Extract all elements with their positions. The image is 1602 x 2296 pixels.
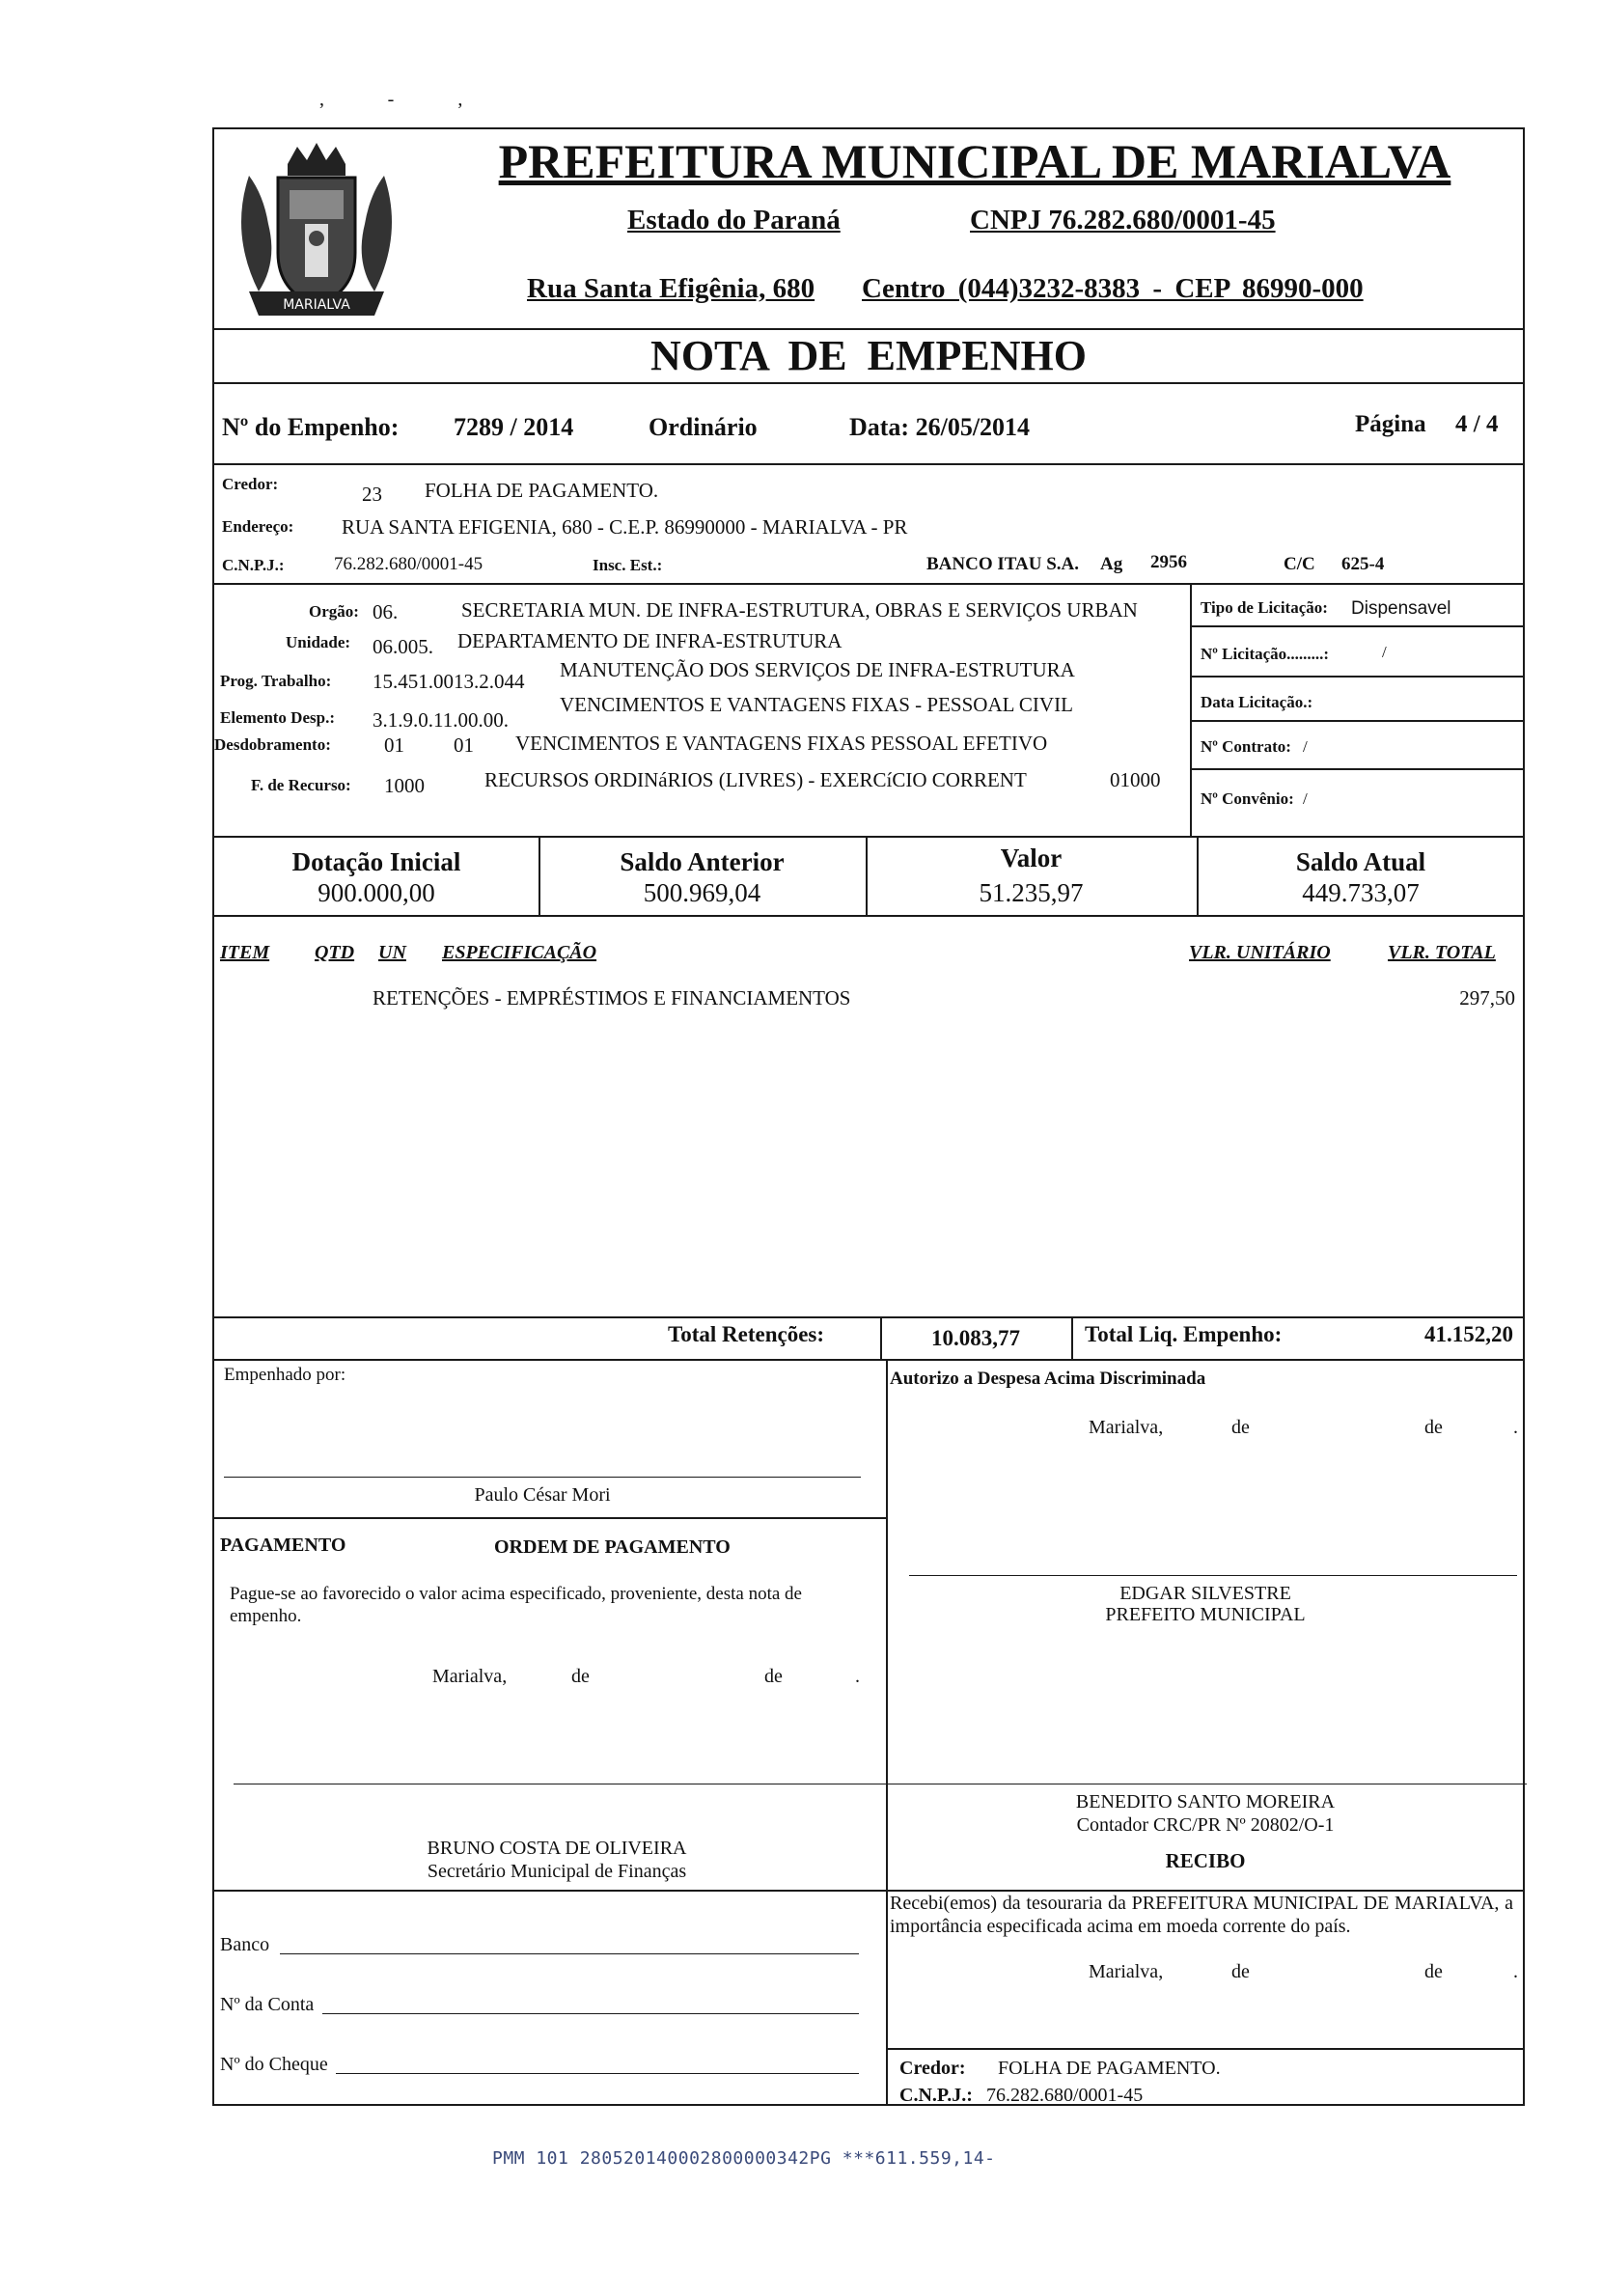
credor-address: RUA SANTA EFIGENIA, 680 - C.E.P. 86990000 - MARIALVA - PR xyxy=(342,515,908,539)
contrato-label: Nº Contrato: xyxy=(1201,737,1291,756)
top-marks: ‚ - ‚ xyxy=(318,89,492,110)
divider xyxy=(212,1359,1525,1361)
pagamento-place: Marialva, xyxy=(432,1666,508,1687)
address-label: Endereço: xyxy=(222,517,294,536)
secretario-role: Secretário Municipal de Finanças xyxy=(427,1861,687,1882)
recurso-label: F. de Recurso: xyxy=(251,776,351,794)
desdobramento-b: 01 xyxy=(454,733,474,757)
pagamento-de-2: de xyxy=(764,1666,783,1687)
recibo-credor-label: Credor: xyxy=(899,2058,966,2079)
divider xyxy=(886,2048,1525,2050)
divider xyxy=(886,1359,888,2106)
divider xyxy=(212,328,1525,330)
recibo-de-2: de xyxy=(1424,1961,1443,1982)
municipal-seal xyxy=(220,137,413,330)
convenio-label: Nº Convênio: xyxy=(1201,789,1294,808)
municipality-title: PREFEITURA MUNICIPAL DE MARIALVA xyxy=(498,134,1451,188)
autorizo-de-1: de xyxy=(1231,1417,1250,1438)
cheque-label: Nº do Cheque xyxy=(220,2054,328,2075)
total-retencoes-label: Total Retenções: xyxy=(668,1322,825,1346)
empenho-date: Data: 26/05/2014 xyxy=(849,413,1031,441)
recurso-code-2: 01000 xyxy=(1110,768,1161,791)
credor-label: Credor: xyxy=(222,475,279,493)
autorizo-de-2: de xyxy=(1424,1417,1443,1438)
autorizo-title: Autorizo a Despesa Acima Discriminada xyxy=(890,1369,1206,1389)
pagamento-label: PAGAMENTO xyxy=(220,1535,346,1556)
total-liq-value: 41.152,20 xyxy=(1424,1322,1513,1346)
street-address: Rua Santa Efigênia, 680 xyxy=(527,273,815,304)
empenho-number: 7289 / 2014 xyxy=(454,413,574,441)
un-header: UN xyxy=(378,942,406,963)
divider xyxy=(1190,676,1525,678)
item-header: ITEM xyxy=(220,942,270,963)
credor-cnpj-label: C.N.P.J.: xyxy=(222,556,285,574)
ordem-pagamento-title: ORDEM DE PAGAMENTO xyxy=(494,1536,731,1558)
saldo-anterior-value: 500.969,04 xyxy=(643,878,761,907)
valor-value: 51.235,97 xyxy=(979,878,1084,907)
item-row-spec: RETENÇÕES - EMPRÉSTIMOS E FINANCIAMENTOS xyxy=(373,986,851,1010)
cnpj-header: CNPJ 76.282.680/0001-45 xyxy=(970,205,1276,235)
tipo-licitacao-value: Dispensavel xyxy=(1351,598,1451,619)
credor-code: 23 xyxy=(362,483,382,506)
divider xyxy=(212,836,1525,838)
secretario-name: BRUNO COSTA DE OLIVEIRA xyxy=(427,1838,687,1859)
credor-cnpj: 76.282.680/0001-45 xyxy=(334,554,483,574)
elemento-description: VENCIMENTOS E VANTAGENS FIXAS - PESSOAL CIVIL xyxy=(560,693,1073,716)
bank-name: BANCO ITAU S.A. xyxy=(926,554,1080,574)
saldo-anterior-label: Saldo Anterior xyxy=(620,847,785,876)
convenio-value: / xyxy=(1303,789,1308,808)
recibo-cnpj-label: C.N.P.J.: xyxy=(899,2085,973,2106)
agency-number: 2956 xyxy=(1150,552,1187,572)
valor-label: Valor xyxy=(1000,844,1063,872)
vlr-unitario-header: VLR. UNITÁRIO xyxy=(1189,942,1331,963)
prog-trabalho-code: 15.451.0013.2.044 xyxy=(373,670,525,693)
divider xyxy=(212,583,1525,585)
divider xyxy=(1190,720,1525,722)
divider xyxy=(1190,625,1525,627)
licitacao-number-value: / xyxy=(1382,643,1387,661)
account-number: 625-4 xyxy=(1341,554,1385,574)
recibo-place: Marialva, xyxy=(1089,1961,1164,1982)
saldo-atual-value: 449.733,07 xyxy=(1302,878,1420,907)
especificacao-header: ESPECIFICAÇÃO xyxy=(442,942,597,963)
contrato-value: / xyxy=(1303,737,1308,756)
contador-name: BENEDITO SANTO MOREIRA xyxy=(1075,1791,1336,1812)
recibo-credor-value: FOLHA DE PAGAMENTO. xyxy=(998,2058,1221,2079)
empenhado-por-name: Paulo César Mori xyxy=(474,1484,611,1506)
seal-ribbon-text: MARIALVA xyxy=(283,297,350,313)
prog-trabalho-label: Prog. Trabalho: xyxy=(220,672,332,690)
unidade-label: Unidade: xyxy=(286,633,351,651)
divider xyxy=(212,463,1525,465)
page-number: 4 / 4 xyxy=(1455,411,1499,437)
dotacao-inicial-label: Dotação Inicial xyxy=(291,847,461,876)
orgao-label: Orgão: xyxy=(309,602,359,621)
recibo-cnpj-value: 76.282.680/0001-45 xyxy=(986,2085,1144,2106)
divider xyxy=(212,1316,1525,1318)
autorizo-place: Marialva, xyxy=(1089,1417,1164,1438)
divider xyxy=(212,1517,886,1519)
account-label: C/C xyxy=(1284,554,1315,574)
divider xyxy=(1190,583,1192,836)
item-row-total: 297,50 xyxy=(1459,986,1515,1010)
elemento-label: Elemento Desp.: xyxy=(220,708,335,727)
desdobramento-label: Desdobramento: xyxy=(214,735,331,754)
signature-line xyxy=(224,1477,861,1478)
contador-role: Contador CRC/PR Nº 20802/O-1 xyxy=(1076,1814,1335,1836)
banco-field-line xyxy=(280,1953,859,1954)
signature-line xyxy=(909,1575,1517,1576)
pagamento-text: Pague-se ao favorecido o valor acima especificado, proveniente, desta nota de empenho. xyxy=(230,1584,802,1626)
unidade-code: 06.005. xyxy=(373,635,433,658)
divider xyxy=(1190,768,1525,770)
divider xyxy=(212,915,1525,917)
conta-label: Nº da Conta xyxy=(220,1994,315,2015)
footer-code: PMM 101 280520140002800000342PG ***611.559,14- xyxy=(492,2148,996,2169)
dotacao-inicial-value: 900.000,00 xyxy=(318,878,435,907)
state-name: Estado do Paraná xyxy=(627,205,841,235)
desdobramento-description: VENCIMENTOS E VANTAGENS FIXAS PESSOAL EFETIVO xyxy=(515,732,1048,755)
cheque-field-line xyxy=(336,2073,859,2074)
divider xyxy=(1071,1316,1073,1359)
conta-field-line xyxy=(322,2013,859,2014)
recurso-description: RECURSOS ORDINáRIOS (LIVRES) - EXERCíCIO CORRENT xyxy=(484,768,1027,791)
divider xyxy=(212,382,1525,384)
total-retencoes-value: 10.083,77 xyxy=(931,1326,1020,1350)
desdobramento-a: 01 xyxy=(384,733,404,757)
prefeito-name: EDGAR SILVESTRE xyxy=(1119,1583,1291,1604)
recibo-dot: . xyxy=(1513,1961,1518,1982)
credor-name: FOLHA DE PAGAMENTO. xyxy=(425,479,659,502)
tipo-licitacao-label: Tipo de Licitação: xyxy=(1201,598,1328,617)
licitacao-number-label: Nº Licitação.........: xyxy=(1201,645,1330,663)
document-title: NOTA DE EMPENHO xyxy=(650,332,1087,379)
empenhado-por-label: Empenhado por: xyxy=(224,1365,346,1385)
pagamento-de-1: de xyxy=(571,1666,590,1687)
orgao-description: SECRETARIA MUN. DE INFRA-ESTRUTURA, OBRAS E SERVIÇOS URBAN xyxy=(461,598,1138,622)
recibo-de-1: de xyxy=(1231,1961,1250,1982)
prog-trabalho-description: MANUTENÇÃO DOS SERVIÇOS DE INFRA-ESTRUTURA xyxy=(560,658,1075,681)
unidade-description: DEPARTAMENTO DE INFRA-ESTRUTURA xyxy=(457,629,842,652)
qtd-header: QTD xyxy=(315,942,355,963)
recibo-title: RECIBO xyxy=(1165,1849,1246,1872)
empenho-type: Ordinário xyxy=(649,413,758,441)
elemento-code: 3.1.9.0.11.00.00. xyxy=(373,708,509,732)
insc-est-label: Insc. Est.: xyxy=(593,556,663,574)
autorizo-dot: . xyxy=(1513,1417,1518,1438)
total-liq-label: Total Liq. Empenho: xyxy=(1085,1322,1283,1346)
banco-label: Banco xyxy=(220,1934,270,1955)
pagamento-dot: . xyxy=(855,1666,860,1687)
empenho-number-label: Nº do Empenho: xyxy=(222,413,400,441)
orgao-code: 06. xyxy=(373,600,399,623)
recurso-code: 1000 xyxy=(384,774,425,797)
data-licitacao-label: Data Licitação.: xyxy=(1201,693,1313,711)
agency-label: Ag xyxy=(1100,554,1123,574)
address-rest: Centro (044)3232-8383 - CEP 86990-000 xyxy=(862,273,1364,304)
page-label: Página xyxy=(1355,411,1426,437)
saldo-atual-label: Saldo Atual xyxy=(1295,847,1426,876)
prefeito-role: PREFEITO MUNICIPAL xyxy=(1105,1604,1306,1625)
recibo-text: Recebi(emos) da tesouraria da PREFEITURA MUNICIPAL DE MARIALVA, a importância especificada acima em moeda corrente do país. xyxy=(890,1893,1513,1937)
vlr-total-header: VLR. TOTAL xyxy=(1388,942,1496,963)
